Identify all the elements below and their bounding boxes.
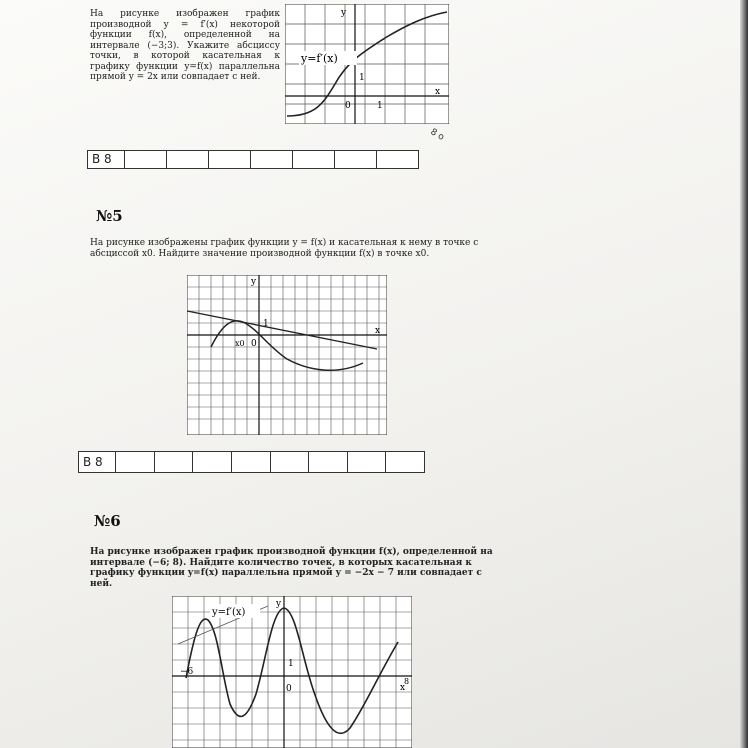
- task1-y-label: y: [341, 8, 347, 18]
- task6-x-label: x: [400, 683, 406, 693]
- answer-cell[interactable]: [270, 452, 309, 472]
- answer-cell[interactable]: [208, 151, 250, 168]
- task6-derivative-graph: [172, 596, 412, 748]
- task5-one: 1: [263, 319, 269, 329]
- task5-zero: 0: [251, 339, 257, 349]
- answer-cell[interactable]: [192, 452, 231, 472]
- task6-graph-label: y=f′(x): [212, 607, 246, 618]
- answer-cell[interactable]: [166, 151, 208, 168]
- task1-derivative-graph: [285, 4, 449, 124]
- handwritten-mark: 8 o: [428, 127, 446, 143]
- task5-function-graph: [187, 275, 387, 435]
- answer-cell[interactable]: [231, 452, 270, 472]
- task1-graph-label: y=f′(x): [301, 52, 338, 65]
- answer-cell[interactable]: [376, 151, 418, 168]
- answer-cell[interactable]: [250, 151, 292, 168]
- answer-cell[interactable]: [308, 452, 347, 472]
- task5-x-label: x: [375, 326, 381, 336]
- task6-text: На рисунке изображен график производной функции f(x), определенной на интервале (−6; 8). Найдите количество точек, в которых касательная к графику функции y=f(x) параллельна прямой y = −2x − 7 или совпадает с ней.: [90, 547, 493, 589]
- answer-cell[interactable]: [124, 151, 166, 168]
- answer-cell[interactable]: [115, 452, 154, 472]
- task1-one-x: 1: [377, 101, 383, 111]
- task1-zero: 0: [345, 101, 351, 111]
- task5-answer-box[interactable]: [78, 451, 425, 473]
- task5-y-label: y: [251, 277, 257, 287]
- task5-answer-label: В 8: [83, 455, 103, 469]
- task6-one: 1: [288, 659, 294, 669]
- task5-number: №5: [96, 207, 123, 225]
- task1-one-y: 1: [359, 73, 365, 83]
- task1-answer-label: В 8: [92, 152, 112, 166]
- answer-cell[interactable]: [385, 452, 424, 472]
- task6-eight: 8: [404, 677, 410, 686]
- task1-x-label: x: [435, 87, 441, 97]
- answer-cell[interactable]: [292, 151, 334, 168]
- task6-minus6: −6: [180, 667, 194, 677]
- task6-y-label: y: [276, 599, 282, 609]
- answer-cell[interactable]: [347, 452, 386, 472]
- task5-text: На рисунке изображены график функции y = f(x) и касательная к нему в точке с абсциссой x0. Найдите значение производной функции f(x) в точке x0.: [90, 238, 479, 259]
- task5-x0-label: x0: [235, 339, 245, 348]
- task6-zero: 0: [286, 684, 292, 694]
- answer-cell[interactable]: [154, 452, 193, 472]
- answer-cell[interactable]: [334, 151, 376, 168]
- page-edge-shadow: [740, 0, 748, 748]
- task1-answer-box[interactable]: [87, 150, 419, 169]
- task6-number: №6: [94, 512, 121, 530]
- task1-text: На рисунке изображен график производной y = f′(x) некоторой функции f(x), определенной на интервале (−3;3). Укажите абсциссу точки, в которой касательная к графику функции y=f(x) параллельна прямой y = 2x или совпадает с ней.: [90, 9, 280, 82]
